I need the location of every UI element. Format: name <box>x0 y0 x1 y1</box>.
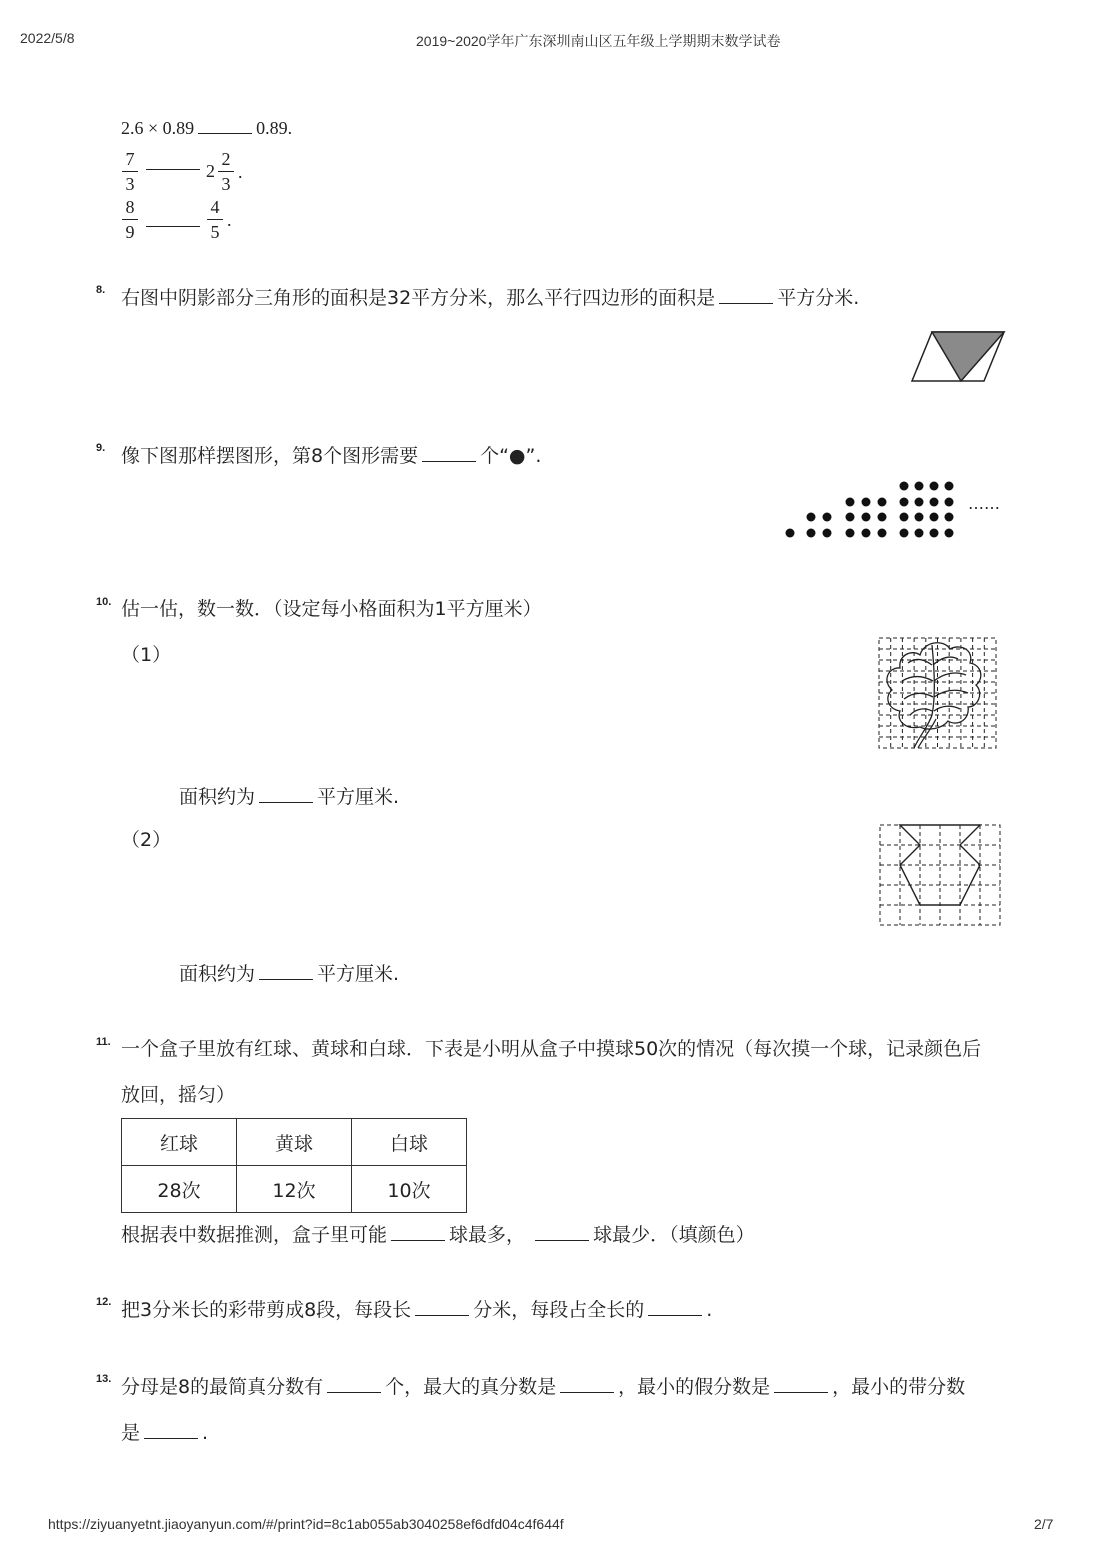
answer-blank[interactable] <box>391 1222 445 1241</box>
answer-blank[interactable] <box>144 1420 198 1439</box>
table-header-cell: 黄球 <box>237 1119 352 1166</box>
answer-blank[interactable] <box>327 1374 381 1393</box>
dot <box>878 529 887 538</box>
dot <box>862 498 871 507</box>
answer-blank[interactable] <box>535 1222 589 1241</box>
print-date: 2022/5/8 <box>20 30 75 46</box>
question-number: 12. <box>96 1296 112 1308</box>
dot <box>915 513 924 522</box>
question-11-line-2: 放回，摇匀） <box>121 1084 236 1106</box>
hexagon-grid-figure <box>877 822 1003 928</box>
dot <box>945 482 954 491</box>
dot <box>846 513 855 522</box>
dot <box>862 529 871 538</box>
question-8-text: 右图中阴影部分三角形的面积是32平方分米，那么平行四边形的面积是 平方分米. <box>121 287 860 309</box>
answer-blank[interactable] <box>774 1374 828 1393</box>
footer-url[interactable]: https://ziyuanyetnt.jiaoyanyun.com/#/print?id=8c1ab055ab3040258ef6dfd04c4f644f <box>48 1516 564 1532</box>
part-2-answer: 面积约为 平方厘米. <box>179 963 400 985</box>
question-number: 8. <box>96 284 106 296</box>
question-11-line-1: 一个盒子里放有红球、黄球和白球．下表是小明从盒子中摸球50次的情况（每次摸一个球，记录颜色后 <box>121 1038 982 1060</box>
parallelogram-figure <box>908 328 1008 386</box>
dot <box>930 513 939 522</box>
answer-blank[interactable] <box>146 169 200 170</box>
answer-blank[interactable] <box>719 285 773 304</box>
answer-blank[interactable] <box>560 1374 614 1393</box>
ellipsis: …… <box>968 494 1000 513</box>
dot <box>807 529 816 538</box>
dot <box>945 529 954 538</box>
fraction-4-5: 4 5 <box>207 196 223 243</box>
dot <box>930 498 939 507</box>
question-number: 11. <box>96 1036 111 1048</box>
question-12-text: 把3分米长的彩带剪成8段，每段长 分米，每段占全长的 . <box>121 1299 713 1321</box>
dot <box>930 482 939 491</box>
dot <box>823 529 832 538</box>
answer-blank[interactable] <box>146 226 200 227</box>
answer-blank[interactable] <box>259 961 313 980</box>
table-cell: 12次 <box>237 1166 352 1213</box>
dot <box>915 498 924 507</box>
table-header-cell: 红球 <box>122 1119 237 1166</box>
dot <box>915 482 924 491</box>
dot <box>878 513 887 522</box>
document-title: 2019~2020学年广东深圳南山区五年级上学期期末数学试卷 <box>416 33 781 49</box>
question-number: 10. <box>96 596 112 608</box>
table-row <box>122 1166 467 1213</box>
dot <box>846 498 855 507</box>
dot <box>823 513 832 522</box>
dot <box>878 498 887 507</box>
question-11-followup: 根据表中数据推测，盒子里可能 球最多， 球最少．（填颜色） <box>121 1224 755 1246</box>
answer-blank[interactable] <box>422 443 476 462</box>
answer-blank[interactable] <box>415 1297 469 1316</box>
part-1-answer: 面积约为 平方厘米. <box>179 786 400 808</box>
dot <box>930 529 939 538</box>
dot <box>945 513 954 522</box>
fraction-7-3: 7 3 <box>122 148 138 195</box>
ball-draw-table <box>121 1118 467 1213</box>
fraction-8-9: 8 9 <box>122 196 138 243</box>
dot <box>900 513 909 522</box>
dot <box>846 529 855 538</box>
compare-row-1: 2.6 × 0.89 0.89. <box>121 115 292 140</box>
compare-row-1-left: 2.6 × 0.89 <box>121 118 195 138</box>
leaf-grid-figure <box>876 635 1000 753</box>
dot <box>900 482 909 491</box>
mixed-number-whole: 2 <box>206 161 215 181</box>
question-9-text: 像下图那样摆图形，第8个图形需要 个“●”. <box>121 445 542 467</box>
question-number: 13. <box>96 1373 112 1385</box>
question-13-line-2: 是 . <box>121 1422 209 1444</box>
dot <box>807 513 816 522</box>
dot <box>915 529 924 538</box>
dot-pattern-figure <box>780 478 960 544</box>
part-2-label: （2） <box>121 829 172 851</box>
page-number: 2/7 <box>1034 1516 1054 1532</box>
dot <box>945 498 954 507</box>
part-1-label: （1） <box>121 644 172 666</box>
table-header-row <box>122 1119 467 1166</box>
dot <box>786 529 795 538</box>
question-number: 9. <box>96 442 106 454</box>
answer-blank[interactable] <box>198 115 252 134</box>
question-10-text: 估一估，数一数．（设定每小格面积为1平方厘米） <box>121 598 542 620</box>
question-13-line-1: 分母是8的最简真分数有 个，最大的真分数是 ，最小的假分数是 ，最小的带分数 <box>121 1376 966 1398</box>
table-header-cell: 白球 <box>352 1119 467 1166</box>
fraction-2-3: 2 3 <box>218 148 234 195</box>
dot <box>900 498 909 507</box>
dot <box>900 529 909 538</box>
table-cell: 10次 <box>352 1166 467 1213</box>
answer-blank[interactable] <box>648 1297 702 1316</box>
answer-blank[interactable] <box>259 784 313 803</box>
table-cell: 28次 <box>122 1166 237 1213</box>
compare-row-1-right: 0.89 <box>256 118 288 138</box>
dot <box>862 513 871 522</box>
